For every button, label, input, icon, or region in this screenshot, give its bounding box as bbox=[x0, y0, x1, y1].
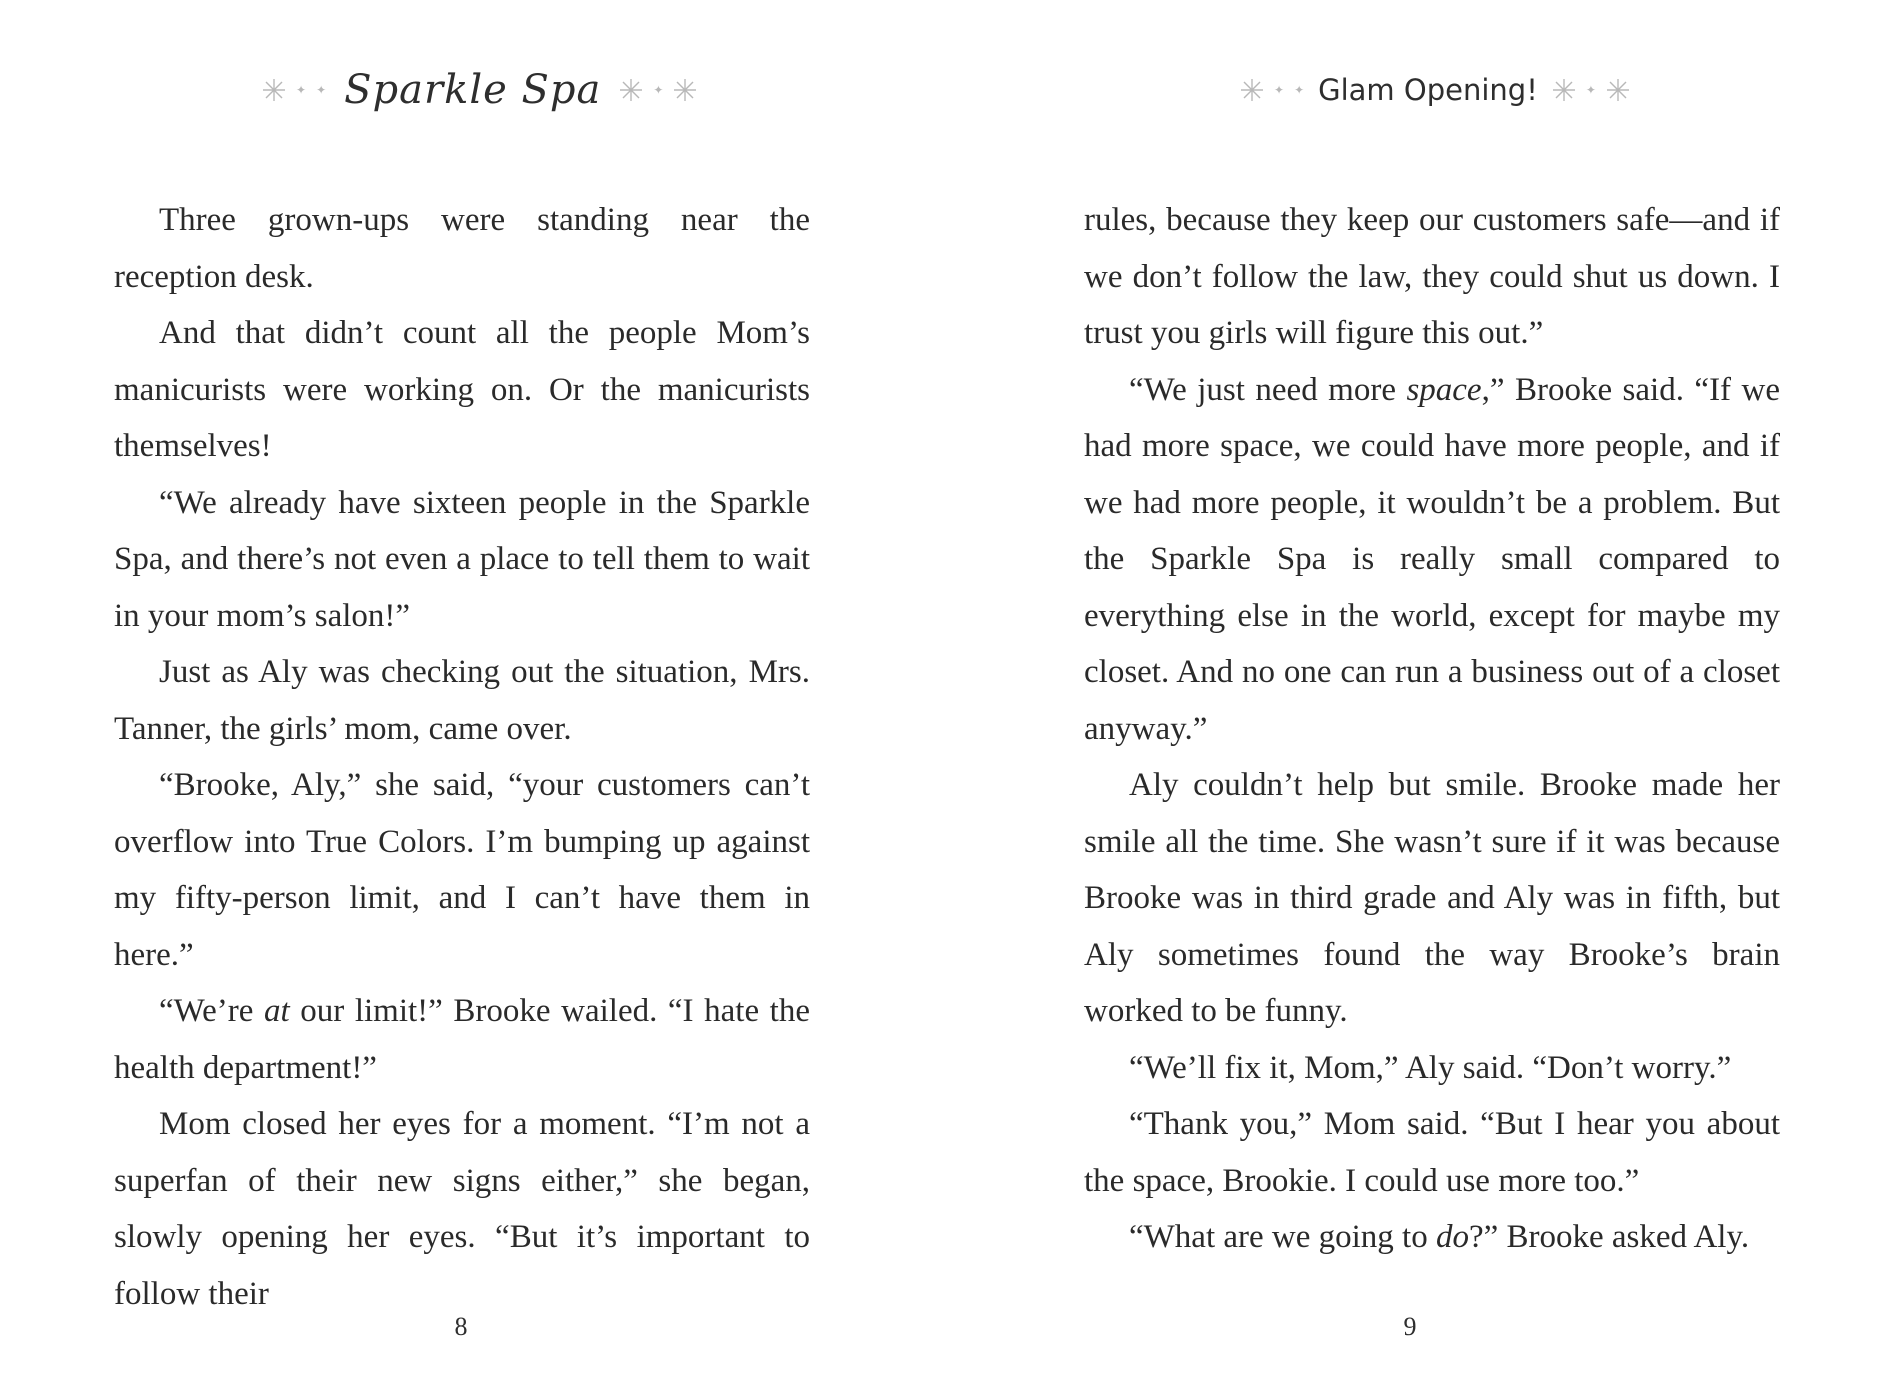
paragraph: “We already have sixteen people in the Sparkle Spa, and there’s not even a place to tell them to wait in your mom’s salon!” bbox=[114, 484, 810, 634]
right-page-header bbox=[1240, 60, 1630, 120]
right-star-ornament-trailing bbox=[1552, 78, 1630, 102]
small-star-icon: ✦ bbox=[296, 83, 307, 97]
sparkle-star-icon bbox=[1606, 78, 1630, 102]
emphasis: space bbox=[1406, 371, 1482, 408]
paragraph: And that didn’t count all the people Mom’s manicurists were working on. Or the manicurists themselves! bbox=[114, 315, 810, 464]
sparkle-star-icon bbox=[1240, 78, 1264, 102]
emphasis: do bbox=[1435, 1219, 1469, 1255]
paragraph: Aly couldn’t help but smile. Brooke made her smile all the time. She wasn’t sure if it was because Brooke was in third grade and Aly was in fifth, but Aly sometimes found the way Brooke’s brain worked to be funny. bbox=[1084, 767, 1780, 1029]
page-number: 9 bbox=[1403, 1312, 1417, 1341]
small-star-icon: ✦ bbox=[1294, 83, 1305, 97]
sparkle-star-icon bbox=[262, 78, 286, 102]
left-star-ornament-trailing bbox=[619, 78, 697, 102]
right-page-body bbox=[1084, 192, 1780, 1266]
text-run: “What are we going to bbox=[1129, 1219, 1436, 1255]
text-run: our limit!” Brooke wailed. “I hate the health department!” bbox=[114, 993, 810, 1086]
paragraph bbox=[114, 983, 810, 1096]
left-page-body bbox=[114, 192, 810, 1322]
paragraph bbox=[1084, 1209, 1780, 1266]
small-star-icon: ✦ bbox=[316, 83, 327, 97]
paragraph: “We’ll fix it, Mom,” Aly said. “Don’t worry.” bbox=[1129, 1049, 1732, 1086]
paragraph: “Thank you,” Mom said. “But I hear you about the space, Brookie. I could use more too.” bbox=[1084, 1106, 1780, 1199]
running-head: Glam Opening! bbox=[1318, 73, 1538, 107]
paragraph: Mom closed her eyes for a moment. “I’m not a superfan of their new signs either,” she began, slowly opening her eyes. “But it’s important to follow their bbox=[114, 1106, 810, 1312]
emphasis: at bbox=[264, 993, 290, 1029]
text-run: ,” Brooke said. “If we had more space, we could have more people, and if we had more people, it wouldn’t be a problem. But the Sparkle Spa is really small compared to everything else in the world, except for maybe my closet. And no one can run a business out of a closet anyway.” bbox=[1084, 371, 1780, 747]
sparkle-star-icon bbox=[673, 78, 697, 102]
left-page bbox=[0, 0, 938, 1396]
page-number: 8 bbox=[454, 1312, 468, 1341]
left-star-ornament-leading bbox=[262, 78, 326, 102]
paragraph: Three grown-ups were standing near the reception desk. bbox=[114, 202, 810, 295]
sparkle-star-icon bbox=[1552, 78, 1576, 102]
small-star-icon: ✦ bbox=[1585, 83, 1596, 97]
paragraph bbox=[1084, 362, 1780, 758]
sparkle-star-icon bbox=[619, 78, 643, 102]
left-page-header bbox=[262, 60, 697, 120]
text-run: “We just need more bbox=[1129, 371, 1407, 408]
text-run: “We’re bbox=[159, 993, 265, 1029]
paragraph: rules, because they keep our customers safe—and if we don’t follow the law, they could shut us down. I trust you girls will figure this out.” bbox=[1084, 202, 1780, 351]
small-star-icon: ✦ bbox=[653, 83, 664, 97]
series-title: Sparkle Spa bbox=[344, 67, 602, 113]
paragraph: Just as Aly was checking out the situation, Mrs. Tanner, the girls’ mom, came over. bbox=[114, 654, 810, 747]
right-page bbox=[938, 0, 1877, 1396]
text-run: ?” Brooke asked Aly. bbox=[1468, 1219, 1750, 1255]
paragraph: “Brooke, Aly,” she said, “your customers can’t overflow into True Colors. I’m bumping up against my fifty-person limit, and I can’t have them in here.” bbox=[114, 767, 810, 973]
right-star-ornament-leading bbox=[1240, 78, 1304, 102]
small-star-icon: ✦ bbox=[1274, 83, 1285, 97]
